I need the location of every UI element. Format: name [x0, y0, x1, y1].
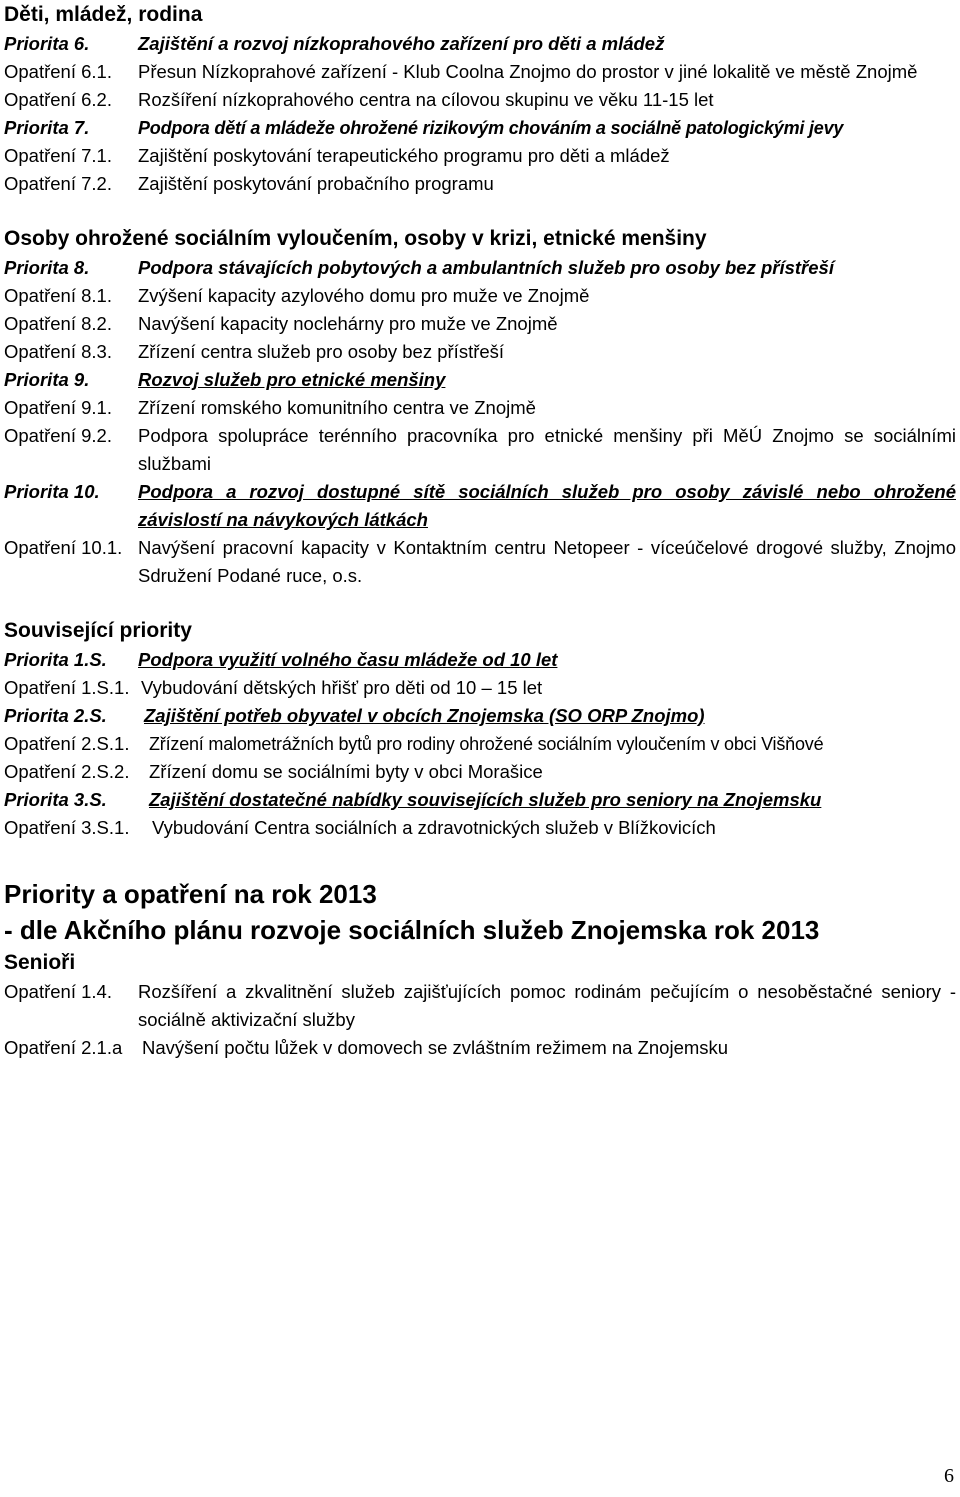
priority-text: Zajištění dostatečné nabídky souvisejících služeb pro seniory na Znojemsku: [149, 789, 822, 810]
measure-text: Navýšení pracovní kapacity v Kontaktním centru Netopeer - víceúčelové drogové služby, Znojmo Sdružení Podané ruce, o.s.: [138, 537, 956, 586]
measure-label: Opatření 1.S.1.: [4, 677, 130, 698]
measure-label: Opatření 6.1.: [4, 61, 112, 82]
priority-label: Priorita 7.: [4, 117, 90, 138]
measure-label: Opatření 10.1.: [4, 537, 123, 558]
section-osoby: [4, 224, 956, 590]
measure-text: Vybudování Centra sociálních a zdravotnických služeb v Blížkovicích: [152, 817, 716, 838]
measure-text: Navýšení počtu lůžek v domovech se zvláštním režimem na Znojemsku: [142, 1037, 729, 1058]
section-heading: Osoby ohrožené sociálním vyloučením, osoby v krizi, etnické menšiny: [4, 227, 707, 250]
measure-text: Zřízení domu se sociálními byty v obci Morašice: [149, 761, 543, 782]
priority-label: Priorita 10.: [4, 481, 100, 502]
plan-subheading: Senioři: [4, 951, 76, 974]
measure-text: Rozšíření a zkvalitnění služeb zajišťujících pomoc rodinám pečujícím o nesoběstačné seniory - sociálně aktivizační služby: [138, 981, 956, 1030]
measure-text: Zřízení centra služeb pro osoby bez přístřeší: [138, 341, 505, 362]
measure-label: Opatření 7.2.: [4, 173, 112, 194]
priority-label: Priorita 3.S.: [4, 789, 107, 810]
priority-row: [4, 366, 956, 394]
priority-text: Podpora a rozvoj dostupné sítě sociálních služeb pro osoby závislé nebo ohrožené závislostí na návykových látkách: [138, 481, 956, 530]
priority-text: Podpora využití volného času mládeže od 10 let: [138, 649, 558, 670]
priority-row: [4, 478, 956, 534]
priority-text: Podpora dětí a mládeže ohrožené rizikovým chováním a sociálně patologickými jevy: [138, 118, 844, 138]
measure-text: Vybudování dětských hřišť pro děti od 10 – 15 let: [141, 677, 543, 698]
measure-row: [4, 674, 956, 702]
priority-row: [4, 702, 956, 730]
priority-row: [4, 646, 956, 674]
priority-label: Priorita 6.: [4, 33, 90, 54]
section-plan: [4, 876, 956, 1062]
priority-text: Zajištění potřeb obyvatel v obcích Znojemska (SO ORP Znojmo): [144, 705, 705, 726]
priority-text: Podpora stávajících pobytových a ambulantních služeb pro osoby bez přístřeší: [138, 257, 834, 278]
priority-row: [4, 114, 956, 142]
measure-row: [4, 338, 956, 366]
measure-label: Opatření 2.S.1.: [4, 733, 130, 754]
measure-row: [4, 978, 956, 1034]
measure-row: [4, 422, 956, 478]
measure-row: [4, 282, 956, 310]
measure-row: [4, 170, 956, 198]
section-deti: [4, 0, 956, 198]
priority-text: Rozvoj služeb pro etnické menšiny: [138, 369, 446, 390]
section-heading: Děti, mládež, rodina: [4, 3, 203, 26]
measure-label: Opatření 9.1.: [4, 397, 112, 418]
priority-label: Priorita 8.: [4, 257, 90, 278]
measure-label: Opatření 6.2.: [4, 89, 112, 110]
measure-row: [4, 310, 956, 338]
measure-text: Zřízení malometrážních bytů pro rodiny ohrožené sociálním vyloučením v obci Višňové: [149, 734, 824, 754]
priority-row: [4, 786, 956, 814]
priority-label: Priorita 2.S.: [4, 705, 107, 726]
priority-row: [4, 254, 956, 282]
plan-title-line2: - dle Akčního plánu rozvoje sociálních služeb Znojemska rok 2013: [4, 915, 820, 945]
measure-row: [4, 1034, 956, 1062]
page-number: 6: [944, 1465, 954, 1487]
priority-label: Priorita 9.: [4, 369, 90, 390]
section-heading: Související priority: [4, 619, 192, 642]
priority-text: Zajištění a rozvoj nízkoprahového zařízení pro děti a mládež: [138, 33, 665, 54]
measure-text: Rozšíření nízkoprahového centra na cílovou skupinu ve věku 11-15 let: [138, 89, 714, 110]
measure-label: Opatření 2.1.a: [4, 1037, 123, 1058]
measure-text: Podpora spolupráce terénního pracovníka pro etnické menšiny při MěÚ Znojmo se sociálními službami: [138, 425, 956, 474]
measure-row: [4, 394, 956, 422]
measure-label: Opatření 2.S.2.: [4, 761, 130, 782]
measure-row: [4, 534, 956, 590]
measure-row: [4, 814, 956, 842]
section-souvisejici: [4, 616, 956, 842]
measure-label: Opatření 8.2.: [4, 313, 112, 334]
measure-label: Opatření 9.2.: [4, 425, 112, 446]
measure-row: [4, 58, 956, 86]
measure-text: Přesun Nízkoprahové zařízení - Klub Coolna Znojmo do prostor v jiné lokalitě ve městě Znojmě: [138, 61, 918, 82]
priority-row: [4, 30, 956, 58]
measure-label: Opatření 7.1.: [4, 145, 112, 166]
measure-text: Zajištění poskytování probačního programu: [138, 173, 494, 194]
plan-title-line1: Priority a opatření na rok 2013: [4, 879, 377, 909]
measure-text: Navýšení kapacity noclehárny pro muže ve Znojmě: [138, 313, 558, 334]
measure-row: [4, 758, 956, 786]
measure-text: Zvýšení kapacity azylového domu pro muže ve Znojmě: [138, 285, 590, 306]
measure-row: [4, 142, 956, 170]
measure-label: Opatření 1.4.: [4, 981, 112, 1002]
measure-row: [4, 730, 956, 758]
measure-text: Zajištění poskytování terapeutického programu pro děti a mládež: [138, 145, 670, 166]
measure-label: Opatření 8.1.: [4, 285, 112, 306]
measure-text: Zřízení romského komunitního centra ve Znojmě: [138, 397, 536, 418]
measure-row: [4, 86, 956, 114]
priority-label: Priorita 1.S.: [4, 649, 107, 670]
measure-label: Opatření 8.3.: [4, 341, 112, 362]
document-page: [4, 0, 956, 1062]
measure-label: Opatření 3.S.1.: [4, 817, 130, 838]
